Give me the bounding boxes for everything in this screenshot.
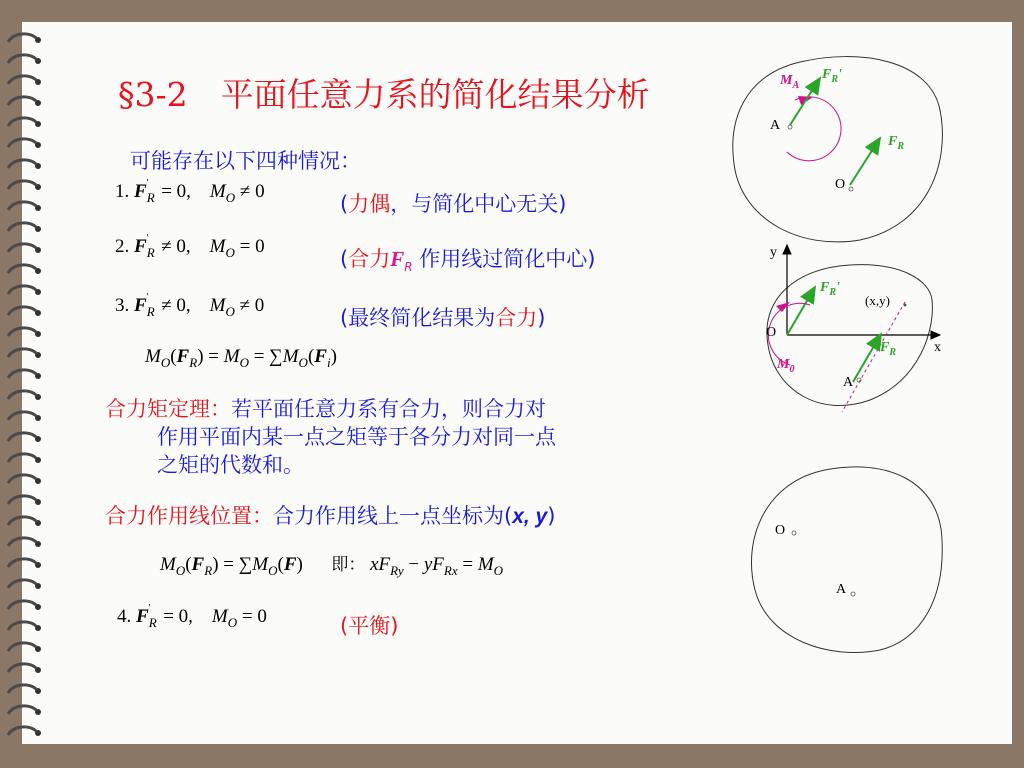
diagram2-label-o: O bbox=[766, 325, 777, 340]
position-line: 合力作用线位置：合力作用线上一点坐标为(x, y) bbox=[105, 504, 556, 528]
case-1-note: (力偶，与简化中心无关) bbox=[340, 192, 567, 216]
diagram3-label-o: O bbox=[775, 523, 786, 538]
diagram3-body bbox=[751, 467, 942, 653]
moment-equation: $M_O(F_R) = M_O = \sum M_O(F_i)$ bbox=[145, 346, 337, 370]
diagram1-label-fr: $F_R$ bbox=[888, 134, 905, 152]
diagram1-force-fr bbox=[850, 138, 880, 185]
intro-text: 可能存在以下四种情况： bbox=[130, 149, 361, 173]
diagram2-force-fr bbox=[853, 334, 881, 382]
case-4-note: (平衡) bbox=[340, 614, 399, 638]
diagram1-point-o bbox=[849, 187, 853, 191]
page-title: §3-2 平面任意力系的简化结果分析 bbox=[118, 75, 650, 114]
diagram1-label-ma: $M_A$ bbox=[780, 73, 800, 91]
diagram2-label-y: y bbox=[770, 245, 777, 260]
case-3-equation: 3. $F_R' \ne 0$, $M_O \ne 0$ bbox=[115, 291, 265, 319]
diagram2-point-xy bbox=[904, 304, 907, 307]
diagram1-label-a: A bbox=[770, 118, 781, 133]
diagram2-label-a: A bbox=[843, 375, 854, 390]
case-4-equation: 4. $F_R' = 0$, $M_O = 0$ bbox=[117, 602, 267, 630]
case-3-note: (最终简化结果为合力) bbox=[340, 306, 546, 330]
diagram2-label-fr: $F_R$ bbox=[880, 340, 897, 358]
diagram2-label-xy: (x,y) bbox=[865, 293, 890, 308]
diagram2-label-x: x bbox=[934, 340, 941, 355]
case-1-equation: 1. $F_R' = 0$, $M_O \ne 0$ bbox=[115, 177, 265, 205]
diagram2-force-fr-prime bbox=[787, 287, 815, 335]
case-2-note: (合力$F_R$ 作用线过简化中心) bbox=[340, 247, 596, 275]
diagram3-point-a bbox=[851, 592, 855, 596]
diagram2-label-fr-prime: $F_R'$ bbox=[820, 280, 840, 298]
case-2-equation: 2. $F_R' \ne 0$, $M_O = 0$ bbox=[115, 232, 265, 260]
diagram1-label-o: O bbox=[835, 177, 846, 192]
diagram3-label-a: A bbox=[836, 582, 847, 597]
diagram1-point-a bbox=[788, 125, 792, 129]
diagram1-moment-arc bbox=[787, 97, 841, 161]
theorem-block: 合力矩定理：若平面任意力系有合力，则合力对 作用平面内某一点之矩等于各分力对同一点 之矩的代数和。 bbox=[105, 397, 556, 477]
diagram2-moment-arrowhead bbox=[776, 302, 790, 312]
diagram2-label-m0: $M_0$ bbox=[777, 357, 795, 375]
diagram1-label-fr-prime: $F_R'$ bbox=[822, 67, 842, 85]
diagram3-point-o bbox=[792, 531, 796, 535]
position-equation: $M_O(F_R) = \sum M_O(F)$ 即： $xF_{Ry} - yF_{Rx} = M_O$ bbox=[160, 554, 504, 578]
